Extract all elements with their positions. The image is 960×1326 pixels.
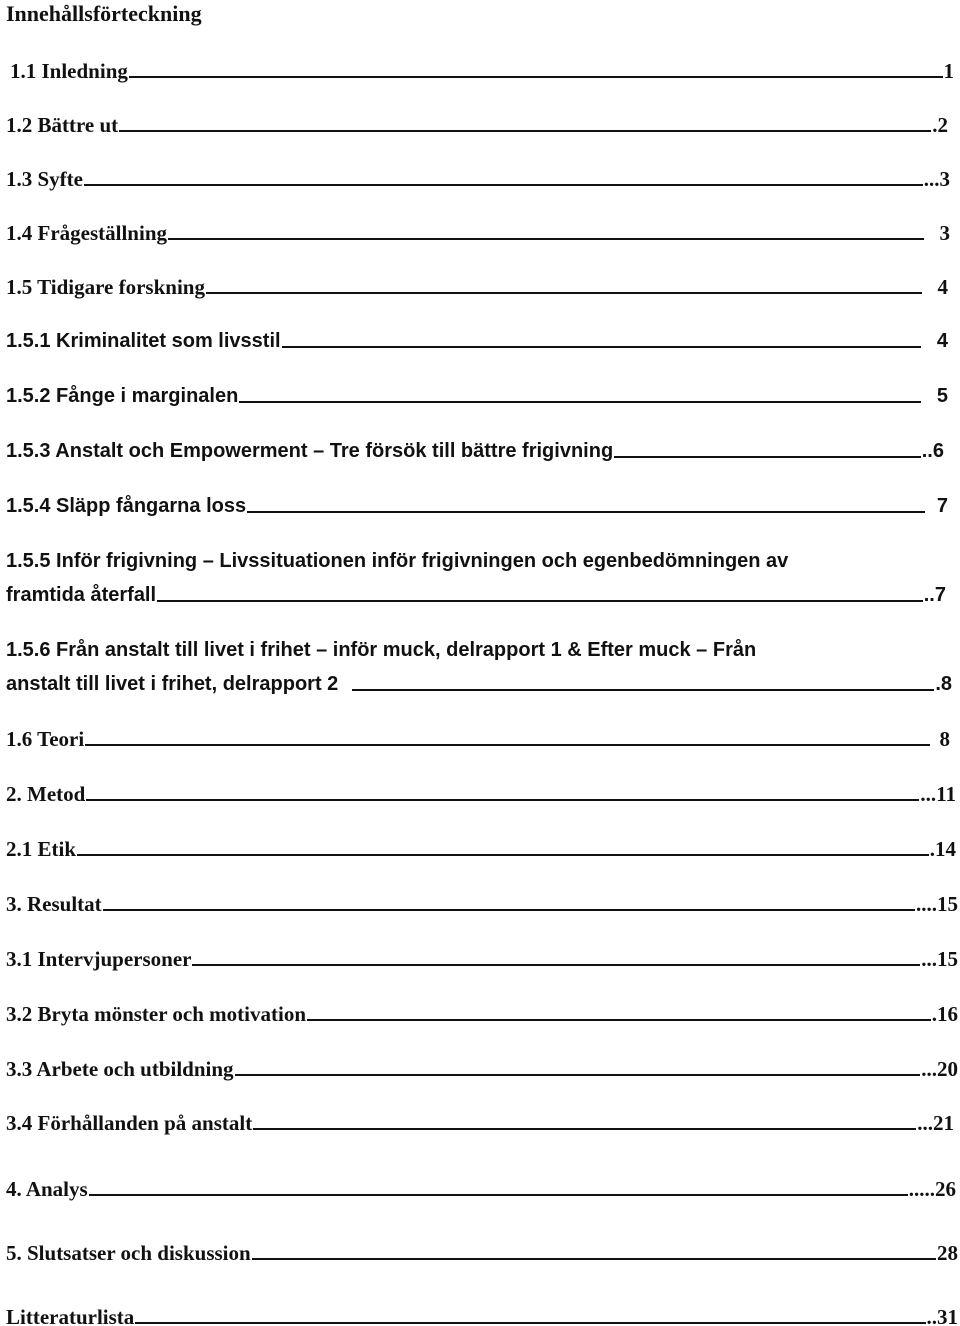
toc-entry-label: 2.1 Etik bbox=[6, 837, 77, 861]
toc-entry-label: 2. Metod bbox=[6, 782, 86, 806]
toc-entry-label: 3.1 Intervjupersoner bbox=[6, 947, 192, 971]
toc-entry-page: 8 bbox=[939, 727, 950, 751]
toc-leader-line bbox=[157, 580, 923, 602]
toc-leader-line bbox=[84, 164, 923, 186]
toc-entry-page: ..31 bbox=[926, 1305, 958, 1326]
toc-entry-label: 4. Analys bbox=[6, 1177, 88, 1201]
toc-entry-page: ...11 bbox=[920, 782, 956, 806]
toc-entry-page: ..6 bbox=[921, 440, 944, 462]
toc-entry-page: .....26 bbox=[908, 1177, 956, 1201]
toc-entry-label: 3.2 Bryta mönster och motivation bbox=[6, 1002, 306, 1026]
toc-entry-label: 1.5.1 Kriminalitet som livsstil bbox=[6, 330, 281, 352]
toc-leader-line bbox=[103, 889, 915, 911]
toc-entry-1-5-6 bbox=[0, 669, 960, 699]
toc-entry-page: .16 bbox=[931, 1002, 958, 1026]
toc-leader-line bbox=[252, 1238, 936, 1260]
toc-entry-page: .8 bbox=[935, 673, 952, 695]
toc-leader-line bbox=[206, 272, 922, 294]
toc-entry-page: .14 bbox=[929, 837, 956, 861]
toc-entry-label: anstalt till livet i frihet, delrapport 2 bbox=[6, 673, 339, 695]
toc-entry-page: ....15 bbox=[916, 892, 958, 916]
toc-entry-2 bbox=[0, 779, 960, 809]
toc-entry-page: 28 bbox=[937, 1241, 958, 1265]
toc-entry-label: 1.1 Inledning bbox=[10, 59, 128, 83]
toc-entry-page: 7 bbox=[936, 495, 948, 517]
toc-leader-line bbox=[85, 724, 929, 746]
toc-entry-page: ...20 bbox=[921, 1057, 958, 1081]
toc-entry-label: 1.6 Teori bbox=[6, 727, 85, 751]
toc-entry-page: ...21 bbox=[917, 1111, 954, 1135]
toc-entry-3-1 bbox=[0, 944, 960, 974]
toc-heading: Innehållsförteckning bbox=[6, 1, 202, 26]
toc-leader-line bbox=[135, 1302, 925, 1324]
toc-leader-line bbox=[614, 436, 921, 458]
toc-entry-1-5-6-line1 bbox=[0, 635, 960, 665]
toc-leader-line bbox=[129, 56, 943, 78]
toc-entry-label: 3.3 Arbete och utbildning bbox=[6, 1057, 234, 1081]
toc-entry-label: 5. Slutsatser och diskussion bbox=[6, 1241, 251, 1265]
toc-leader-line bbox=[89, 1174, 908, 1196]
toc-entry-1-4 bbox=[0, 218, 960, 248]
toc-entry-1-1 bbox=[0, 56, 960, 86]
toc-entry-label: 3.4 Förhållanden på anstalt bbox=[6, 1111, 253, 1135]
toc-entry-1-5-3 bbox=[0, 436, 960, 466]
toc-entry-label: 1.5 Tidigare forskning bbox=[6, 275, 205, 299]
toc-entry-1-5-1 bbox=[0, 326, 960, 356]
toc-entry-1-2 bbox=[0, 110, 960, 140]
toc-entry-3-2 bbox=[0, 999, 960, 1029]
toc-leader-line bbox=[282, 326, 921, 348]
toc-leader-line bbox=[253, 1108, 916, 1130]
toc-entry-label: 1.3 Syfte bbox=[6, 167, 83, 191]
toc-leader-line bbox=[307, 999, 931, 1021]
toc-entry-page: ...3 bbox=[923, 167, 950, 191]
toc-entry-1-3 bbox=[0, 164, 960, 194]
toc-entry-1-5-4 bbox=[0, 491, 960, 521]
toc-entry-1-5-5 bbox=[0, 580, 960, 610]
toc-entry-label-line1: 1.5.5 Inför frigivning – Livssituationen inför frigivningen och egenbedömningen av bbox=[6, 550, 789, 572]
toc-entry-page: 5 bbox=[936, 385, 948, 407]
toc-leader-line bbox=[192, 944, 920, 966]
toc-entry-3-4 bbox=[0, 1108, 960, 1138]
toc-entry-3-3 bbox=[0, 1054, 960, 1084]
toc-entry-2-1 bbox=[0, 834, 960, 864]
toc-entry-label: framtida återfall bbox=[6, 584, 157, 606]
toc-entry-1-5-2 bbox=[0, 381, 960, 411]
toc-entry-label: 1.4 Frågeställning bbox=[6, 221, 167, 245]
toc-leader-line bbox=[86, 779, 919, 801]
toc-entry-page: ...15 bbox=[921, 947, 958, 971]
toc-leader-line bbox=[168, 218, 924, 240]
toc-entry-references bbox=[0, 1302, 960, 1326]
toc-leader-line bbox=[119, 110, 931, 132]
toc-entry-label: 1.5.2 Fånge i marginalen bbox=[6, 385, 239, 407]
toc-leader-line bbox=[239, 381, 921, 403]
toc-entry-label: Litteraturlista bbox=[6, 1305, 135, 1326]
toc-entry-page: 1 bbox=[943, 59, 954, 83]
toc-entry-label: 1.5.4 Släpp fångarna loss bbox=[6, 495, 247, 517]
toc-entry-3 bbox=[0, 889, 960, 919]
toc-entry-label: 3. Resultat bbox=[6, 892, 102, 916]
toc-entry-page: 4 bbox=[936, 330, 948, 352]
toc-entry-5 bbox=[0, 1238, 960, 1268]
toc-entry-4 bbox=[0, 1174, 960, 1204]
toc-entry-label: 1.2 Bättre ut bbox=[6, 113, 119, 137]
toc-entry-page: ..7 bbox=[923, 584, 946, 606]
toc-entry-page: 4 bbox=[937, 275, 948, 299]
toc-leader-line bbox=[247, 491, 925, 513]
toc-entry-1-5 bbox=[0, 272, 960, 302]
toc-leader-line bbox=[235, 1054, 921, 1076]
toc-entry-1-5-5-line1 bbox=[0, 546, 960, 576]
toc-entry-1-6 bbox=[0, 724, 960, 754]
toc-entry-page: 3 bbox=[939, 221, 950, 245]
toc-leader-line bbox=[77, 834, 929, 856]
toc-leader-line bbox=[352, 669, 934, 691]
toc-entry-page: .2 bbox=[932, 113, 948, 137]
toc-entry-label: 1.5.3 Anstalt och Empowerment – Tre försök till bättre frigivning bbox=[6, 440, 614, 462]
toc-entry-label-line1: 1.5.6 Från anstalt till livet i frihet – inför muck, delrapport 1 & Efter muck – Från bbox=[6, 639, 757, 661]
